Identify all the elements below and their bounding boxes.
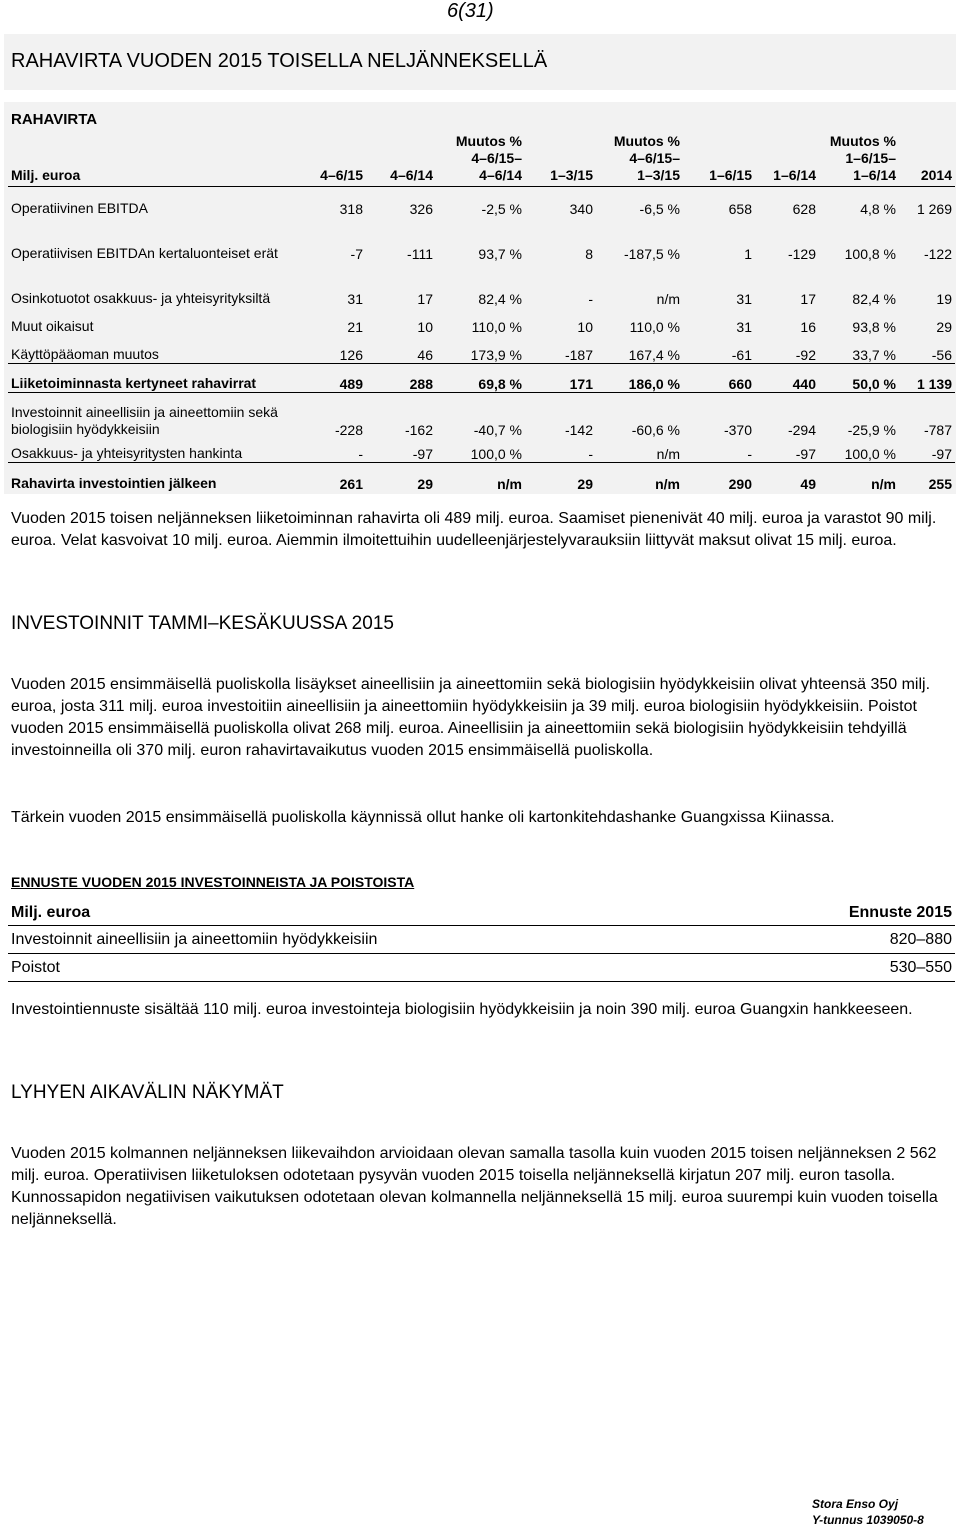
invest-paragraph-1: Vuoden 2015 ensimmäisellä puoliskolla lisäykset aineellisiin ja aineettomiin sekä biologisiin hyödykkeisiin olivat yhteensä 350 milj. euroa, josta 311 milj. euroa investoitiin aineellisiin ja aineettomiin hyödykkeisiin ja 39 milj. euroa biologisiin hyödykkeisiin. Poistot vuoden 2015 ensimmäisellä puoliskolla olivat 268 milj. euroa. Aineellisiin ja aineettomiin sekä biologisiin hyödykkeisiin tehdyillä investoinneilla oli 370 milj. euron rahavirtavaikutus vuoden 2015 ensimmäisellä puoliskolla. xyxy=(11,676,931,759)
invest-paragraph-2: Tärkein vuoden 2015 ensimmäisellä puoliskolla käynnissä ollut hanke oli kartonkitehdashanke Guangxissa Kiinassa. xyxy=(11,809,835,826)
col-header: 1–6/15 xyxy=(683,130,755,187)
table-row: Operatiivinen EBITDA 318 326 -2,5 % 340 -6,5 % 658 628 4,8 % 1 269 xyxy=(11,199,952,217)
page-number: 6(31) xyxy=(447,0,494,22)
table-row: Operatiivisen EBITDAn kertaluonteiset erät -7 -111 93,7 % 8 -187,5 % 1 -129 100,8 % -122 xyxy=(11,244,952,262)
col-header: 4–6/15 xyxy=(297,130,366,187)
cashflow-label: RAHAVIRTA xyxy=(11,111,98,128)
footer-business-id: Y-tunnus 1039050-8 xyxy=(812,1513,924,1527)
table-row: Poistot 530–550 xyxy=(8,954,955,982)
col-header: Muutos % 4–6/15– 4–6/14 xyxy=(436,130,525,187)
table-row: Investoinnit aineellisiin ja aineettomiin hyödykkeisiin 820–880 xyxy=(8,926,955,954)
footer-company: Stora Enso Oyj xyxy=(812,1497,899,1511)
outlook-heading: LYHYEN AIKAVÄLIN NÄKYMÄT xyxy=(11,1082,284,1103)
forecast-header-row xyxy=(8,901,955,926)
forecast-value-header: Ennuste 2015 xyxy=(740,901,955,926)
cashflow-unit-header: Milj. euroa xyxy=(8,130,297,187)
table-row: Investoinnit aineellisiin ja aineettomiin sekä biologisiin hyödykkeisiin -228 -162 -40,7 % -142 -60,6 % -370 -294 -25,9 % -787 xyxy=(11,403,952,438)
table-row: Osakkuus- ja yhteisyritysten hankinta - -97 100,0 % - n/m - -97 100,0 % -97 xyxy=(8,438,955,463)
col-header: 2014 xyxy=(899,130,955,187)
forecast-table xyxy=(8,901,955,982)
col-header: 1–3/15 xyxy=(525,130,596,187)
col-header: 4–6/14 xyxy=(366,130,436,187)
forecast-heading: ENNUSTE VUODEN 2015 INVESTOINNEISTA JA POISTOISTA xyxy=(11,874,415,890)
cashflow-header-row xyxy=(8,130,955,187)
table-row: Liiketoiminnasta kertyneet rahavirrat 489 288 69,8 % 171 186,0 % 660 440 50,0 % 1 139 xyxy=(8,364,955,393)
section-title: RAHAVIRTA VUODEN 2015 TOISELLA NELJÄNNEKSELLÄ xyxy=(11,50,548,72)
forecast-note: Investointiennuste sisältää 110 milj. euroa investointeja biologisiin hyödykkeisiin ja noin 390 milj. euroa Guangxin hankkeeseen. xyxy=(11,1001,913,1018)
outlook-paragraph: Vuoden 2015 kolmannen neljänneksen liikevaihdon arvioidaan olevan samalla tasolla kuin vuoden 2015 toisen neljänneksen 2 562 milj. euroa. Operatiivisen liiketuloksen odotetaan pysyvän vuoden 2015 toisella neljänneksellä kirjatun 207 milj. euron tasolla. Kunnossapidon negatiivisen vaikutuksen odotetaan olevan kolmannella neljänneksellä 15 milj. euroa suurempi kuin vuoden toisella neljänneksellä. xyxy=(11,1145,938,1228)
col-header: Muutos % 1–6/15– 1–6/14 xyxy=(819,130,899,187)
table-row: Rahavirta investointien jälkeen 261 29 n/m 29 n/m 290 49 n/m 255 xyxy=(11,474,952,492)
col-header: 1–6/14 xyxy=(755,130,819,187)
cashflow-paragraph: Vuoden 2015 toisen neljänneksen liiketoiminnan rahavirta oli 489 milj. euroa. Saamiset pienenivät 40 milj. euroa ja varastot 90 milj. euroa. Velat kasvoivat 10 milj. euroa. Aiemmin ilmoitettuihin uudelleenjärjestelyvarauksiin liittyvät maksut olivat 15 milj. euroa. xyxy=(11,510,937,549)
col-header: Muutos % 4–6/15– 1–3/15 xyxy=(596,130,683,187)
invest-heading: INVESTOINNIT TAMMI–KESÄKUUSSA 2015 xyxy=(11,613,394,634)
table-row: Muut oikaisut 21 10 110,0 % 10 110,0 % 31 16 93,8 % 29 xyxy=(11,317,952,335)
table-row: Käyttöpääoman muutos 126 46 173,9 % -187 167,4 % -61 -92 33,7 % -56 xyxy=(8,335,955,364)
cashflow-table xyxy=(8,130,955,492)
table-row: Osinkotuotot osakkuus- ja yhteisyrityksiltä 31 17 82,4 % - n/m 31 17 82,4 % 19 xyxy=(11,289,952,307)
forecast-unit-header: Milj. euroa xyxy=(8,901,740,926)
